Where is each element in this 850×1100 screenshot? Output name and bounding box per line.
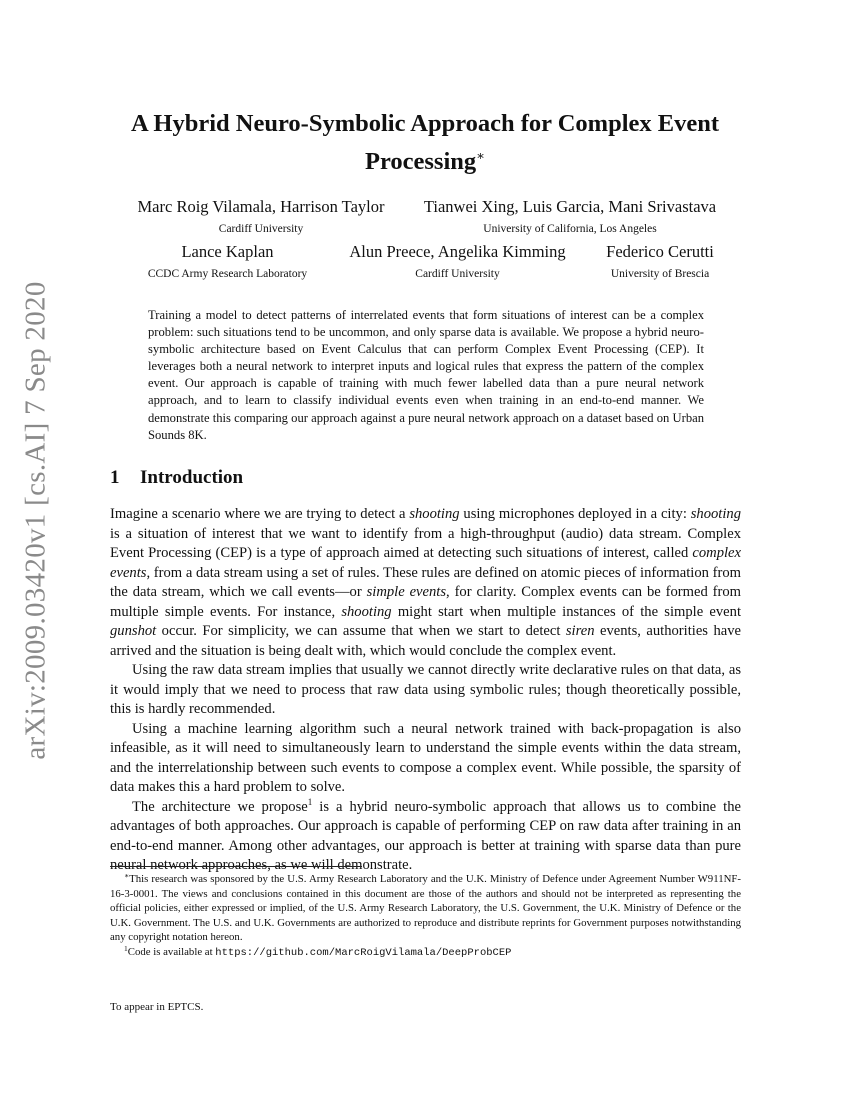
author-names: Tianwei Xing, Luis Garcia, Mani Srivastava: [423, 197, 717, 216]
text-run: is a hybrid neuro-symbolic approach that allows us to combine the advantages of both approaches. Our approach is capable of performing CEP on raw data after training in an end-to-end manner. Among other advantages, our approach is better at training with sparse data than pure neural network approaches, as we will demonstrate.: [110, 798, 741, 873]
emphasis: complex events: [110, 545, 741, 581]
text-run: , for clarity. Complex events can be formed from multiple simple events. For instance,: [110, 584, 742, 620]
arxiv-sidebar: [14, 280, 58, 760]
author-affiliation: University of California, Los Angeles: [483, 223, 657, 235]
paper-title: [110, 108, 740, 178]
arxiv-identifier: arXiv:2009.03420v1 [cs.AI] 7 Sep 2020: [19, 280, 52, 760]
emphasis: shooting: [690, 506, 742, 522]
footnote-code: [110, 945, 741, 961]
author-block-3: [120, 242, 335, 282]
footnote-funding: [110, 872, 741, 945]
author-block-2: [410, 197, 730, 237]
author-affiliation: Cardiff University: [218, 223, 304, 235]
author-affiliation: Cardiff University: [415, 268, 500, 280]
author-block-5: [590, 242, 730, 282]
paper-title-text: A Hybrid Neuro-Symbolic Approach for Complex Event Processing: [130, 110, 720, 175]
paragraph: [110, 798, 741, 876]
body-text: [110, 505, 741, 876]
code-url-link[interactable]: https://github.com/MarcRoigVilamala/DeepProbCEP: [215, 946, 512, 959]
emphasis: siren: [565, 623, 595, 639]
emphasis: gunshot: [110, 623, 157, 639]
abstract: Training a model to detect patterns of interrelated events that form situations of interest can be a complex problem: such situations tend to be uncommon, and only sparse data is available. We propose a hybrid neuro-symbolic architecture based on Event Calculus that can perform Complex Event Processing (CEP). It leverages both a neural network to interpret inputs and logical rules that express the pattern of the complex event. Our approach is capable of training with much fewer labelled data than a pure neural network approach, and to learn to classify individual events even when training in an end-to-end manner. We demonstrate this comparing our approach against a pure neural network approach on a dataset based on Urban Sounds 8K.: [148, 308, 704, 442]
author-affiliation: University of Brescia: [610, 268, 710, 280]
paragraph: [110, 505, 741, 661]
text-run: using microphones deployed in a city:: [459, 506, 691, 522]
venue-note: To appear in EPTCS.: [110, 1001, 204, 1013]
author-names: Federico Cerutti: [606, 242, 714, 261]
footnote-rule: [110, 866, 362, 867]
footnote-mark: ∗: [124, 871, 130, 880]
paragraph: Using the raw data stream implies that usually we cannot directly write declarative rules on that data, as it would imply that we need to process that raw data using symbolic rules; though theoretically possible, this is hardly recommended.: [110, 662, 741, 717]
emphasis: shooting: [409, 506, 460, 522]
author-block-1: [125, 197, 397, 237]
footnote-text: This research was sponsored by the U.S. Army Research Laboratory and the U.K. Ministry of Defence under Agreement Number W911NF-16-3-0001. The views and conclusions contained in this document are those of the authors and should not be interpreted as representing the official policies, either expressed or implied, of the U.S. Army Research Laboratory, the U.S. Government, the U.K. Ministry of Defence or the U.K. Government. The U.S. and U.K. Governments are authorized to reproduce and distribute reprints for Government purposes notwithstanding any copyright notation hereon.: [110, 873, 741, 944]
section-number: 1: [110, 467, 120, 488]
emphasis: simple events: [366, 584, 447, 600]
paragraph: Using a machine learning algorithm such a neural network trained with back-propagation is also infeasible, as it will need to simultaneously learn to understand the simple events within the data stream, and the interrelationship between such events to compose a complex event. While possible, the sparsity of data makes this a hard problem to solve.: [110, 720, 741, 795]
text-run: events, authorities have arrived and the situation is being dealt with, which would conclude the complex event.: [110, 623, 741, 659]
section-title: Introduction: [140, 467, 244, 488]
text-run: The architecture we propose: [132, 798, 308, 815]
author-block-4: [340, 242, 575, 282]
text-run: might start when multiple instances of the simple event: [391, 603, 742, 620]
footnote-ref[interactable]: 1: [307, 796, 313, 807]
footnote-text: Code is available at: [127, 945, 216, 958]
footnote-mark: 1: [124, 943, 128, 953]
text-run: , from a data stream using a set of rules. These rules are defined on atomic pieces of information from the data stream, which we call events—or: [110, 564, 741, 600]
author-names: Lance Kaplan: [181, 242, 274, 261]
author-names: Alun Preece, Angelika Kimming: [349, 242, 566, 261]
author-affiliation: CCDC Army Research Laboratory: [147, 268, 308, 280]
text-run: occur. For simplicity, we can assume that when we start to detect: [156, 623, 566, 639]
title-footnote-mark: ∗: [476, 148, 485, 163]
text-run: Imagine a scenario where we are trying to detect a: [110, 506, 410, 522]
text-run: is a situation of interest that we want to identify from a high-throughput (audio) data stream. Complex Event Processing (CEP) is a type of approach aimed at detecting such situations of interest, called: [110, 525, 741, 561]
author-names: Marc Roig Vilamala, Harrison Taylor: [137, 197, 385, 216]
emphasis: shooting: [341, 603, 392, 620]
section-heading: [110, 466, 243, 490]
footnotes: [110, 872, 741, 961]
